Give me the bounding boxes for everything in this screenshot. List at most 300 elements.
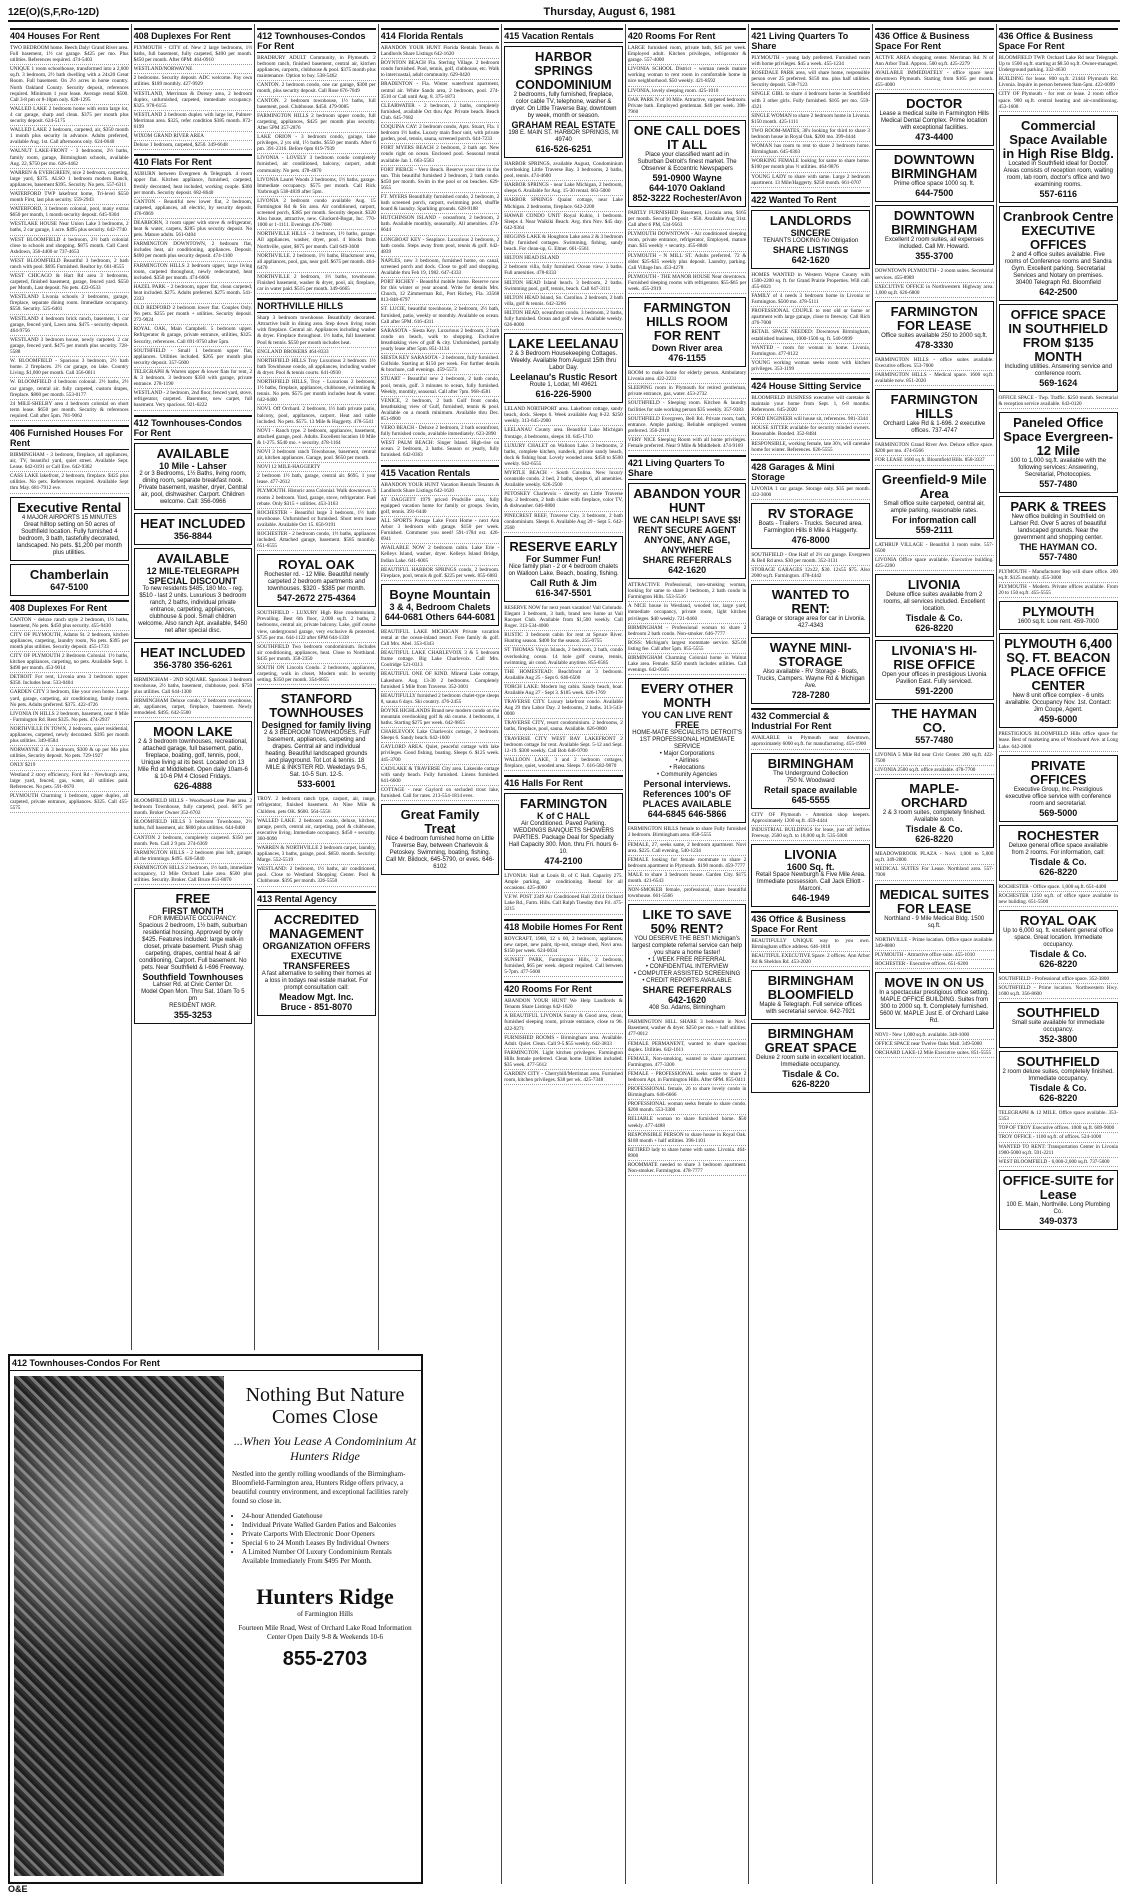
classified-ad: PLYMOUTH DOWNTOWN - Air conditioned sleeping room, private entrance, refrigerator, Employed, mature man. $35 weekly + security. 455-8846 — [628, 231, 747, 251]
category-header: 412 Townhouses-Condos For Rent — [257, 28, 376, 53]
classified-ad: CANTON. 2 bedroom condo, one car garage, $300 per month, plus security deposit. Call Rose 676-7049 — [257, 82, 376, 96]
category-header: 408 Duplexes For Rent — [134, 28, 253, 43]
classified-ad: ROCHESTER - 2 bedroom condo, 1½ baths, appliances included. Attached garage, basement. $585 monthly. 651-6555 — [257, 531, 376, 551]
box-list-item: • 1 WEEK FREE REFERRAL — [648, 957, 726, 964]
classified-ad: WEST PALM BEACH: Singer Island. High-rise on ocean. 2 bedroom, 2 baths. Season or yearly, fully furnished. 642-0363 — [381, 440, 500, 460]
classified-ad: NOVI 12 MILE-HAGGERTY — [257, 464, 376, 472]
box-title: ABANDON YOUR HUNT — [633, 486, 741, 516]
classified-ad: WESTLAND - 2 bedroom, 2nd floor, fenced yard, stove, refrigerator, carpeted. Basement, new carpet, full basement. Very spacious. 921-6222 — [134, 390, 253, 410]
box-title: FREE — [175, 891, 211, 907]
newspaper-page — [8, 4, 1120, 1894]
category-header: 420 Rooms For Rent — [504, 981, 623, 996]
classified-ad: EXECUTIVE OFFICE in Northwestern Highway area. 1,000 sq.ft. 626-6800 — [875, 284, 994, 298]
column-3 — [255, 24, 379, 1350]
classified-ad: FARMINGTON HILLS 2 bedroom upper, large living room, carpeted throughout, newly redecorated, heat included. $350 per month. 474-6606 — [134, 263, 253, 283]
classified-ad: FEMALE - PROFESSIONAL seeks same to share 2 bedroom Apt. in Farmington Hills. After 6PM. 855-0411 — [628, 1071, 747, 1085]
box-phone: 557-6116 — [1039, 188, 1077, 199]
classified-ad: VERY NICE Sleeping Room with all home privileges. Female preferred. Near 9 Mile & Middlebelt. 474-9169 — [628, 437, 747, 451]
display-ad-box — [257, 554, 376, 607]
box-sub: FIRST MONTH — [162, 906, 224, 917]
box-title: AVAILABLE — [156, 550, 230, 566]
classified-ad: LIVONIA 2 bedroom condo available Aug. 15 Farmington Rd & Six area. Air conditioned, carport, screened porch, $385 per month. Security deposit. $320 Also house, attractive, new. Gluckerd-Bogat, Inc. 770-1000 or 1-1111. Evenings 476-7080 — [257, 198, 376, 230]
display-ad-box — [875, 469, 994, 539]
box-title: ROYAL OAK — [278, 557, 355, 573]
display-ad-box — [628, 483, 747, 579]
classified-ad: NORTHVILLE HILLS - 2 bedroom, 1½ baths, garage. All appliances, washer, dryer, pool. 4 blocks from Northville, quiet, $675 per month. Call 649-3600 — [257, 231, 376, 251]
classified-ad: CITY OF Plymouth - Attention shop keepers. Approximately 1200 sq.ft. 459-4444 — [751, 812, 870, 826]
box-title: FARMINGTON HILLS — [890, 392, 978, 422]
classified-ad: WARREN & NORTHVILLE 2 bedroom carpet, laundry, appliances, 3 baths, garage, pool. $850. month. Security. Marge. 552-5519 — [257, 845, 376, 865]
classified-ad: RELIABLE woman to share furnished home. $50 weekly. 477-4488 — [628, 1116, 747, 1130]
box-body: Lease a medical suite in Farmington Hills Medical Dental Complex. Prime location with exceptional facilities. — [879, 111, 989, 132]
box-body: Garage or storage area for car in Livonia. 427-4343 — [755, 616, 866, 630]
classified-ad: BRADBURY ADULT Community, in Plymouth. 2 bedroom ranch, finished basement, central air, kitchen appliances, carports, clubhouse & pool. $375 month plus maintenance. Option to buy. 538-5462 — [257, 55, 376, 81]
box-title: FARMINGTON HILLS ROOM FOR RENT — [643, 300, 731, 344]
box-phone: 626-8220 — [1039, 866, 1078, 877]
ad-intro: Nestled into the gently rolling woodlands of the Birmingham-Bloomfield-Farmington area, Hunters Ridge offers privacy, a beautiful country environment, and exceptional facilities rarely found so close in. — [232, 1470, 409, 1505]
box-title: Boyne Mountain — [389, 586, 491, 602]
classified-ad: WESTLAND 3 bedroom house, newly carpeted. 2 car garage, fenced yard. $475 per month plus security. 728-5588 — [10, 337, 129, 357]
classified-ad: WALLOON LAKE, 3 and 2 bedroom cottages, fireplace, quiet, wooded area. Sleeps 7. 616-582-9870 — [504, 757, 623, 771]
box-phone: 352-3800 — [1039, 1034, 1078, 1045]
box-addr: Lahser Rd. at Civic Center Dr. — [152, 982, 233, 989]
classified-ad: NOVI 3 bedroom ranch Townhouse, basement, central air, kitchen appliances. Garage, pool. $650 per month. — [257, 449, 376, 463]
classified-ad: LELAND NORTHPORT area. Lakefront cottage, sandy beach, dock. Sleeps 6. Week available Aug 8-22. $250 weekly. 313-645-2900 — [504, 406, 623, 426]
category-header: 424 House Sitting Service — [751, 378, 870, 393]
category-header: 406 Furnished Houses For Rent — [10, 425, 129, 450]
box-name: SHARE REFERRALS — [642, 555, 732, 566]
display-ad-box — [751, 970, 870, 1020]
box-phone: 591-2200 — [915, 685, 954, 696]
box-sub: K of C HALL — [537, 811, 591, 821]
display-ad-box — [134, 548, 253, 639]
box-body: New office building in Southfield on Lahser Rd. Over 5 acres of beautiful landscaped grounds. Near the government and shopping center. — [1010, 513, 1107, 541]
box-phone: 642-1620 — [668, 565, 707, 576]
box-title: HARBOR SPRINGS CONDOMINIUM — [515, 49, 612, 92]
box-body: 2 & 3 room suites, completely finished. Available soon. — [882, 810, 986, 824]
ad-feature-item: • A Limited Number Of Luxury Condominium Rentals Available Immediately From $495 Per Month. — [242, 1548, 418, 1566]
box-title: WANTED TO RENT: — [771, 587, 850, 617]
classified-ad: VENICE, 2 bedroom, 2 bath Gulf front condo, breathtaking view of Gulf, furnished, tennis & pool. Available on a month minimum. Available thru Dec. 851-8900 — [381, 398, 500, 424]
classified-ad: BRADENTON - Fla. Winter waterfront apartment, central air. White Sands area, 2 bedroom, pool. 274-3510 or Call until Aug. 8. 375-1873 — [381, 81, 500, 101]
classified-ad: SARASOTA - Siesta Key. Luxurious 2 bedroom, 2 bath condo on beach, walk to shopping. Exclusive breathtaking view of gulf & city. Unfurnished, partially yearly lease after 5pm. 851-3134 — [381, 328, 500, 354]
classified-ad: BEAUTIFUL HARBOR SPRINGS condo, 2 bedroom. Fireplace, pool, tennis & golf. $225 per week. 855-6883 — [381, 567, 500, 581]
display-ad-box — [751, 1023, 870, 1093]
classified-ad: LIVONIA, lovely sleeping room. 425-1010 — [628, 88, 747, 96]
display-ad-box — [628, 120, 747, 207]
classified-ad: DOWNTOWN PLYMOUTH - 2 room suites. Secretarial services. 455-8989 — [875, 268, 994, 282]
box-title: PLYMOUTH — [1022, 604, 1095, 620]
box-title: DOWNTOWN BIRMINGHAM — [891, 152, 978, 182]
box-phone: 474-2100 — [544, 856, 583, 866]
classified-ad: COQUINA CAY: 2 bedroom condo, Apts. Stuart, Fla. 1 bedroom 1½ baths. Luxury main floor unit, with private garden, pool, tennis, sauna, screened porch. 644-7233 — [381, 124, 500, 144]
box-title: ONE CALL DOES IT ALL — [633, 122, 741, 152]
box-list-item: • Airlines — [675, 758, 699, 765]
classified-ad: FOR LEASE 1600 sq.ft. Bloomfield Hills. 858-3337 — [875, 457, 994, 465]
display-ad-box — [875, 640, 994, 700]
box-phone: 616-226-5900 — [535, 389, 592, 400]
classified-ad: BIRMINGHAM - Professional woman to share 2 bedroom 2 bath condo. Non-smoker. 646-7777 — [628, 625, 747, 639]
classified-ad: SOUTHFIELD Two bedroom condominium. Includes air conditioning, appliances, heat. Close to Northland. $435 per month. 358-2350 — [257, 644, 376, 664]
classified-ad: ROSEDALE PARK area, will share home, responsible person over 25 preferred. $150 mo. plus half utilities. Security deposit. 538-7123 — [751, 70, 870, 90]
display-ad-box — [751, 753, 870, 809]
box-body: Also available - RV Storage - Boats, Trucks, Campers. Wayne Rd & Michigan Ave. — [756, 669, 865, 690]
box-title: FARMINGTON — [519, 796, 608, 811]
box-body: Nice family plan - 2 or 4 bedroom chalets on Walloon Lake. Beach, boating, fishing. — [508, 563, 619, 577]
classified-ad: ABANDON YOUR HUNT Vacation Rentals Tenants & Landlords Share Listings 642-1620 — [381, 482, 500, 496]
classified-ad: LIVONIA IN HILLS 2 bedroom, basement, near 8 Mile - Farmington Rd. Rent $325. No pets. 474-2937 — [10, 711, 129, 725]
classified-ad: TWO BEDROOM home. Beech Daly/ Grand River area. Full basement, 1½ car garage. $425 per mo. Plus utilities. References required. 474-5403 — [10, 45, 129, 65]
box-phone: 476-1155 — [668, 353, 706, 364]
page-code: 12E(O)(S,F,Ro-12D) — [8, 7, 100, 18]
category-header: 415 Vacation Rentals — [381, 465, 500, 480]
classified-ad: FEMALE looking for female roommate to share 2 bedroom apartment in Plymouth. $190 month. 459-7777 — [628, 857, 747, 871]
classified-ad: SUNSET PARK, Farmington Hills, 2 bedroom, furnished, $65 per week. deposit required. Call between 5-7pm. 477-5600 — [504, 957, 623, 977]
box-addr: 30400 Telegraph Rd. Bloomfield — [1015, 279, 1101, 286]
classified-ad: FURNISHED ROOMS - Birmingham area. Available. Adult. Quiet. Clean. Call 9-5 $55 weekly. 642-3833 — [504, 1035, 623, 1049]
classified-ad: ROOMMATE needed to share 3 bedroom apartment. Non-smoker. Farmington. 478-7777 — [628, 1162, 747, 1176]
classified-ad: MYRTLE BEACH - South Carolina. New luxury oceanside condo. 2 bed, 2 baths, sleeps 6, all amenities. Available weekly. 626-2500 — [504, 470, 623, 490]
classified-ad: WESTLAND 2 bedroom duplex with large lot, Palmer-Merriman area. $325, refer condition $385 month. 872-6199 — [134, 112, 253, 132]
classified-ad: PARTLY FURNISHED Basement, Livonia area, $165 per month. Security Deposit - $50. Available Aug 31st. Call after 6 PM, 534-9563 — [628, 210, 747, 230]
box-phone: 459-6000 — [1039, 714, 1078, 725]
classified-ad: AVAILABLE in Plymouth near downtown, approximately 6000 sq.ft. for manufacturing. 455-1900 — [751, 735, 870, 749]
box-title: BIRMINGHAM — [767, 755, 854, 771]
box-body: Maple & Telegraph. Full service offices with secretarial service. 642-7921 — [759, 1002, 862, 1016]
classified-ad: FT. MYERS Beautifully furnished condo, 2 bedroom, 2 bath screened porch, carport, swimming pool, shuffle board & laundry. Sparkling grounds. 628-9108 — [381, 194, 500, 214]
box-title: PARK & TREES — [1010, 498, 1107, 514]
box-title: ACCREDITED MANAGEMENT — [269, 911, 364, 941]
display-ad-box — [10, 497, 129, 561]
classified-ad: TELEGRAPH & Warren upper & lower flats for rent, 2 & 3 bedroom. 3 bedroom $350 with garage, private entrance. 278-1190 — [134, 369, 253, 389]
box-title: LANDLORDS — [769, 212, 852, 228]
column-1 — [8, 24, 132, 1350]
classified-ad: PLYMOUTH - THE MANOR HOUSE Near downtown. Furnished sleeping rooms with refrigerator. $55-$65 per week. 455-2919 — [628, 274, 747, 294]
classified-ad: BEAUTIFUL ONE OF KIND. Mineral Lake cottage, Lakeshore. Aug. 13-30 2 bedrooms. Completely furnished 5 Mile from Traverse. 352-3001 — [381, 671, 500, 691]
display-ad-box — [134, 513, 253, 545]
box-phone: 644-6845 646-5866 — [647, 809, 727, 820]
classified-ad: FARMINGTON Grand River Ave. Deluxe office space. $200 per mo. 474-6566 — [875, 442, 994, 456]
box-body: 4 MAJOR AIRPORTS 15 MINUTES Great hilltop setting on 50 acres of Southfield location. Fully furnished 4 bedroom, 3 bath, tastefully decorated, landscaped. No pets. $1,200 per month plus utilities. — [16, 514, 122, 556]
classified-ad: WANTED TO RENT: Transportation Center in Livonia 1900-5000 sq.ft. 591-2211 — [999, 1144, 1118, 1158]
classified-ad: CANTON. 2 bedroom townhouse, 1½ baths, full basement, pool. Clubhouse. $450. 479-9085 — [257, 98, 376, 112]
classified-ad: SINGLE GIRL to share 4 bedroom home in Southfield with 3 other girls. Fully furnished. $165 per mo. 559-4321 — [751, 91, 870, 111]
classified-ad: AVAILABLE NOW 2 bedroom cabin. Lake Erie - Kelleys Island, washer, dryer. Kelleys Island Bridge, Indian Lake. 641-6005 — [381, 545, 500, 565]
classified-ad: WESTLAKE HOUSE Near Union Lake 3 bedrooms, 2 baths, 2 car garage, 1 acre. $495 plus security. 642-7740 — [10, 221, 129, 235]
classified-ad: V.F.W. POST 2349 Air Conditioned Hall 22414 Orchard Lake Rd., Farm. Hills. Call Ralph Tuesday thru Fri. 475-3215 — [504, 894, 623, 914]
classified-ad: TRAVERSE CITY, resort condominium. 2 bedrooms, 2 baths, fireplace, pool, sauna. Available. 626-0800 — [504, 720, 623, 734]
classified-ad: BEAUTIFUL LAKE CHARLEVOIX 3 & 5 bedroom frame cottage. Big Lake Charlevoix. Call Mrs. Coolridge 521-0313 — [381, 650, 500, 670]
classified-ad: YOUNG LADY to share with same. Large 2 bedroom apartment. 13 Mile/Haggerty. $250 month. 661-0707 — [751, 174, 870, 188]
box-body: 2 & 3 BEDROOM TOWNHOUSES. Full basement, appliances, carpeting and drapes. Central air and individual heating. Beautiful landscaped grounds and playground. Tot Lot & tennis. 18 MILE & INKSTER RD. Weekdays 9-5, Sat. 10-5 Sun. 12-5. — [264, 730, 369, 779]
page-footer: O&E — [8, 1884, 28, 1894]
box-title: PLYMOUTH 6,400 SQ. FT. BEACON PLACE OFFICE CENTER — [1004, 636, 1113, 694]
display-ad-box — [999, 115, 1118, 203]
classified-ad: TRAVERSE CITY WEST BAY LAKEFRONT 2 bedroom cottage for rent. Available Sept. 5-12 and Sept. 12-19. $300 weekly. Call Bob 646-9700 — [504, 736, 623, 756]
classified-ad: PINECREST REEF, Traverse City. 3 bedroom, 2 bath condominium. Sleeps 6. Available Aug 29 - Sept 5. 642-2560 — [504, 513, 623, 533]
classified-ad: LIVONIA - LOVELY 3 bedroom condo completely furnished, air conditioned, balcony, carport, adult community. No pets. 478-4870 — [257, 155, 376, 175]
box-name: GRAHAM REAL ESTATE — [511, 120, 616, 130]
category-header: 414 Florida Rentals — [381, 28, 500, 43]
classified-ad: HIGGINS LAKE & Houghton Lake area 2 & 3 bedroom fully furnished cottages. Swimming, fishing, sandy beach. For clean-up, G. Eltner. 661-5561 — [504, 234, 623, 254]
classified-ad: YOUNG working woman seeks room with kitchen privileges. 353-1199 — [751, 360, 870, 374]
display-ad-box — [751, 210, 870, 269]
box-list-item: • Relocations — [669, 765, 705, 772]
classified-ad: LAKE ORION - 3 bedroom condo, garage, lake privileges, 2 yrs old, 1½ baths. $550 per month. After 6 pm. 391-2316. Before 6pm 619-7939 — [257, 134, 376, 154]
box-title: RV STORAGE — [767, 505, 854, 521]
display-ad-box — [628, 297, 747, 367]
classified-ad: PLYMOUTH - Attractive office suite. 455-1010 — [875, 952, 994, 960]
classified-ad: HAWAII CONDO UNIT Royal Kuhio, 1 bedroom. Sleeps 4. Near Waikiki Beach. Avg. thru Nov. $45 day. 642-9364 — [504, 213, 623, 233]
box-body: Including utilities. Answering service and conference room. — [1004, 363, 1112, 377]
box-phone: 626-8220 — [1039, 1093, 1078, 1104]
box-phone: 569-5000 — [1039, 807, 1078, 818]
classified-ad: OAK PARK N of 10 Mile. Attractive, carpeted bedroom. Private bath. Employed gentleman. $40 per week. 398-7960 — [628, 97, 747, 117]
classified-ad: ROCHESTER - Office space. 1,000 sq.ft. 651-4400 — [999, 884, 1118, 892]
box-title: RESERVE EARLY — [509, 538, 618, 554]
classified-ad: WALNUT LAKE-FRONT - 3 bedrooms, 2½ baths, family room, garage, Birmingham schools, available Aug. 22, $750 per mo. 626-4462 — [10, 148, 129, 168]
classified-ad: FEMALE, 27, seeks same, 2 bedroom apartment. Novi area. $225. Call evening. 540-1234 — [628, 842, 747, 856]
ad-feature-item: • Special 6 to 24 Month Leases By Individual Owners — [242, 1539, 418, 1548]
classified-ad: BLOOMFIELD HILLS 3 bedroom Townhouse, 2½ baths, full basement, air. $800 plus utilities. 644-0400 — [134, 819, 253, 833]
classified-ad: THE HOMESTEAD: Beachfront at 3 bedroom. Available Aug 25 - Sept 6. 646-6500 — [504, 669, 623, 683]
box-body: 2 room deluxe suites, completely finished. Immediate occupancy. — [1002, 1069, 1114, 1083]
classified-ad: ENGLAND BROKERS 464-8333 — [257, 349, 376, 357]
box-phone: 642-2500 — [1039, 286, 1078, 297]
box-body: 2 and 4 office suites available. Five rooms of Conference rooms and Sandra Gym. Excellent parking. Secretarial Services and Notary on premises. — [1004, 251, 1112, 279]
box-phone: 355-3700 — [915, 251, 954, 262]
column-8 — [873, 24, 997, 1884]
classified-ad: BOYNE HIGHLANDS Brand new modern condo on the mountain overlooking golf & ski course. 4 bedrooms, 4 baths. Starting $275 per week. 642-9855 — [381, 708, 500, 728]
classified-ad: WESTLAND/NORWAYNE — [134, 66, 253, 74]
display-ad-box — [257, 909, 376, 1016]
box-name: Call Ruth & Jim — [530, 577, 597, 588]
box-sub: For Summer Fun! — [526, 553, 602, 564]
box-body: Small office suite carpeted, central air, ample parking, reasonable rates. — [883, 500, 985, 514]
classified-ad: BEAUTIFULLY furnished 2 bedroom chalet-type sleeps 8, sauna 6 days. Ski country. 476-2455 — [381, 693, 500, 707]
classified-ad: WESTLAND, Merriman & Dorsey area, 2 bedroom duplex, unfurnished, carpeted, immediate occupancy. $325. 978-6155 — [134, 91, 253, 111]
classified-ad: WANTED - room for woman in home. Livonia, Farmington. 477-0122 — [751, 345, 870, 359]
classified-ad: PROFESSIONAL female, 26 to share lovely condo in Birmingham. 646-6666 — [628, 1086, 747, 1100]
box-phone: 476-8000 — [791, 534, 830, 545]
classified-ad: FARMINGTON. Light kitchen privileges. Farmington Hills female preferred. Clean home. Utilities included. $35 week. 477-5612 — [504, 1050, 623, 1070]
category-header: 408 Duplexes For Rent — [10, 600, 129, 615]
box-title: Chamberlain — [29, 566, 109, 582]
box-phone: 644-0681 Others 644-6081 — [384, 611, 496, 622]
ad-subhead: ...When You Lease A Condominium At Hunters Ridge — [233, 1434, 417, 1463]
box-body: Prime office space 1000 sq. ft. — [893, 181, 975, 188]
category-header: NORTHVILLE HILLS — [257, 298, 376, 313]
display-ad-box — [504, 536, 623, 602]
box-body: To new residents $485, 180 Mo. - reg. $510 - last 2 units. Luxurious 3 bedroom ranch, 2 baths, individual private entrance, carpeting, appliances, clubhouse & pool. Small children welcome. Also ranch Apt. available, $450 net after special disc. — [138, 585, 248, 634]
classified-ad: COTTAGE - near Gaylord on secluded trout lake, furnished. Call for rates. 213-554-1814 eves. — [381, 787, 500, 801]
box-phone: 557-7480 — [1039, 551, 1078, 562]
box-body: 2 & 3 bedroom townhouses, recreational, attached garage, full basement, patio, fireplace, boating, golf, tennis, pool, Unique living at its best. Located on 13 Mile Rd at Middlebelt. Open daily 10am-6 & 10-6 PM 4 Closed Fridays. — [137, 739, 248, 781]
classified-ad: LIVONIA SCHOOL District - woman needs mature working woman to rent room in comfortable home in nice neighborhood. $50 weekly. 421-8592 — [628, 66, 747, 86]
classified-ad: CITY OF PLYMOUTH, Adams St. 2 bedroom, kitchen appliances, carpeting, laundry room, No pets. $395 per month plus utilities. Security deposit. 455-1733 — [10, 632, 129, 652]
classified-ad: TELEGRAPH & 12 MILE. Office space available. 353-5353 — [999, 1110, 1118, 1124]
box-sub: 10 Mile - Lahser — [159, 460, 227, 471]
display-ad-box — [999, 496, 1118, 566]
classified-ad: SOUTHFIELD - Sleeping room. Kitchen & laundry facilities for sale working person $35 weekly. 357-9383 — [628, 400, 747, 414]
classified-ad: UNIQUE 1 room schoolhouse, transformed into a 2,000 sq.ft. 3 bedroom, 2½ bath dwelling with a 24x20 Great Room. Full basement. On 2½ acres in horse country. North Oakland County. Security deposit, references required. Minimum 1 year lease. Average rental $500. Call 3-8 pm or 8-10pm only. 628-1295 — [10, 66, 129, 105]
box-phone: 356-3780 356-6261 — [153, 659, 233, 670]
classified-ad: RETAIL SPACE NEEDED: Downtown Birmingham, established business, 1000-1500 sq. ft. 540-9999 — [751, 329, 870, 343]
classified-ad: CANTON - Beautiful new lower flat, 2 bedroom, carpeted, appliances, all electric, by security deposit. 476-6969 — [134, 199, 253, 219]
box-phone: 626-8220 — [1039, 958, 1078, 969]
classified-ad: GAYLORD AREA. Quiet, peaceful cottage with lake privileges. Good fishing, boating. Sleeps 6. $125 week. 445-3700 — [381, 744, 500, 764]
classified-ad: GARDEN CITY 3 bedroom, like your own home. Large yard, garage, carpeting, air conditioning, family room. No pets. Adults preferred. $375. 422-4726 — [10, 689, 129, 709]
classified-ad: ROYAL OAK, Main Campbell. 5 bedroom upper. Refrigerator & garage, private entrance, utilities, $325. Security, references. Call 691-9750 after 5pm. — [134, 326, 253, 346]
box-body: 100 E. Main, Northville. Long Plumbing Co. — [1006, 1201, 1111, 1215]
classified-ad: STUART - Beautiful new 2 bedroom, 2 bath condo, pool, tennis, golf. 3 minutes to ocean, fully furnished. Weekly, monthly, seasonal. Call after 7pm. 968-4581 — [381, 376, 500, 396]
box-body: Located in Southfield ideal for Doctor. Areas consists of reception room, waiting room, lab room, doctor's office and two examining rooms. — [1003, 160, 1113, 188]
box-body: 100 to 1,000 sq.ft. available with the following services: Answering, Secretarial, Photocopies. — [1010, 457, 1107, 478]
classified-ad: FARMINGTON HILLS - 2 bedroom plus loft, garage, all the trimmings. $495. 626-5840 — [134, 850, 253, 864]
page-header — [8, 4, 1120, 22]
box-body: Deluxe general office space available from 2 rooms. For information, call: — [1008, 842, 1108, 856]
classified-ad: HILTON HEAD Island, So. Carolina. 2 bedroom, 2 bath villa, golf & tennis. 642-3266 — [504, 295, 623, 309]
box-phone: 616-347-5501 — [535, 587, 592, 598]
classified-ad: W. BLOOMFIELD 4 bedroom colonial. 2½ baths, 2½ car garage, central air. fully carpeted, custom drapes, fireplace. $800 per month. 553-0177 — [10, 379, 129, 399]
display-ad-box — [875, 205, 994, 265]
box-name: SHARE LISTINGS — [772, 244, 849, 255]
box-sub: 1600 Sq. ft. — [786, 861, 835, 872]
box-title: MOON LAKE — [153, 724, 233, 740]
box-phone: 569-1624 — [1039, 377, 1078, 388]
classified-ad: FAMILY of 4 needs 3 bedroom home in Livonia or Farmington. $500 mo. 478-5111 — [751, 293, 870, 307]
box-body: The Underground Collection — [773, 770, 849, 777]
classified-ad: NORTHVILLE 2 bedroom, 1½ baths, townhouse. Finished basement, washer & dryer, pool, air, fireplace, car in water paid. $515 per month. 349-6665 — [257, 274, 376, 294]
box-name: SHARE REFERRALS — [642, 985, 732, 996]
classified-ad: BIRMINGHAM Charming Colonial home in Walnut Lake area. Female. $250 month includes utilities. Call evenings. 642-0505 — [628, 655, 747, 675]
box-phone: 626-8220 — [915, 622, 954, 633]
box-sub: SINCERE — [790, 227, 831, 238]
box-name: Tisdale & Co. — [782, 1069, 840, 1080]
classified-ad: PLYMOUTH - Manufacturer Rep will share office. 200 sq.ft. $125 monthly. 455-3000 — [999, 569, 1118, 583]
box-body: Nice 4 bedroom furnished home on Little Traverse Bay, between Charlevoix & Petoskey. Swimming, boating, fishing. Call Mr. Bildock, 645-5790, or eves. 646-6102 — [385, 836, 495, 871]
classified-ad: SOUTHFIELD - One Half of 2½ car garage. Evergreen & Bell Rd area. $30 per month. 352-3131 — [751, 552, 870, 566]
classified-ad: FORD ENGINEER will house sit, references. 981-3344 — [751, 416, 870, 424]
box-title: MEDICAL SUITES FOR LEASE — [879, 886, 989, 916]
box-name: Leelanau's Rustic Resort — [509, 372, 618, 383]
category-header: 436 Office & Business Space For Rent — [875, 28, 994, 53]
box-title: Cranbrook Centre EXECUTIVE OFFICES — [1002, 208, 1114, 252]
box-body: Rochester rd. - 12 Mile. Beautiful newly carpeted 2 bedroom apartments and townhouses. $320 - $385 per month. — [264, 572, 369, 593]
box-list-item: • COMPUTER ASSISTED SCREENING — [633, 971, 741, 978]
box-phone: 728-7280 — [791, 690, 830, 701]
classified-ad: PROFESSIONAL woman seeks female to share condo. $200 month. 553-3300 — [628, 1101, 747, 1115]
box-title: BIRMINGHAM BLOOMFIELD — [767, 973, 854, 1003]
classified-ad: LEELANAU County area. Beautiful Lake Michigan frontage, 4 bedrooms, sleeps 10. 645-1710 — [504, 427, 623, 441]
ad-section-header: 412 Townhouses-Condos For Rent — [10, 1356, 421, 1371]
box-title: FARMINGTON FOR LEASE — [890, 303, 978, 333]
display-ad-box — [875, 884, 994, 934]
box-phone3: 852-3222 Rochester/Avon — [632, 192, 742, 203]
classified-ad: TWO ROOM-MATES, 30's looking for third to share 3 bedroom house in Royal Oak. $200 mo. 399-4444 — [751, 128, 870, 142]
box-phone: 557-7480 — [915, 734, 954, 745]
box-title: Executive Rental — [17, 499, 122, 515]
box-body: 2 bedrooms, fully furnished, fireplace, color cable TV, telephone, washer & dryer. On Little Traverse Bay, downtown by week, month or season. — [510, 92, 617, 119]
classified-ad: ABANDON YOUR HUNT Florida Rentals Tennis & Landlords Share Listings 642-1620 — [381, 45, 500, 59]
box-title: ROYAL OAK — [1019, 912, 1097, 928]
box-name: Tisdale & Co. — [1029, 856, 1087, 867]
classified-ad: PLYMOUTH. Historic area Colonial. Walk downtown. 3 rooms 2 bedroom. Yard, garage, stove, refrigerator. Fuel rebate. Only $315 + utilities. 453-3163 — [257, 488, 376, 508]
box-body: Air Conditioned. Paved Parking. WEDDINGS BANQUETS SHOWERS PARTIES. Package Deal for Specialty Hall Capacity 300. Mon. thru Fri. hours 6-10. — [508, 821, 619, 855]
display-ad-box — [999, 206, 1118, 301]
category-header: 436 Office & Business Space For Rent — [999, 28, 1118, 53]
box-body: Executive Group, Inc. Prestigious executive office service with conference room and secretarial. — [1005, 786, 1112, 807]
box-title: LIVONIA — [784, 846, 838, 862]
box-list-item: • Major Corporations — [659, 751, 715, 758]
classified-ad: HOUSE SITTER available for security minded owners. Reasonable. Bonded. 352-8484 — [751, 425, 870, 439]
category-header: 422 Wanted To Rent — [751, 192, 870, 207]
display-ad-box — [875, 972, 994, 1029]
display-ad-box — [875, 778, 994, 848]
classified-ad: A BEAUTIFUL LIVONIA Sunny & Good area, clean, furnished sleeping room, private entrance, close to 96. 422-9271 — [504, 1013, 623, 1033]
box-title: Paneled Office Space Evergreen-12 Mile — [1003, 414, 1114, 458]
box-body: 2 or 3 Bedrooms, 1½ Baths, living room, dining room, separate breakfast nook. Private basement, washer, dryer, Central air, pool, dishwasher. Carport. Children welcome. Call: 356-0966 — [138, 470, 248, 505]
classified-ad: FARMINGTON HILLS female to share Fully furnished 2 bedroom. Birmingham area. 858-5555 — [628, 826, 747, 840]
classified-ad: FARMINGTON DOWNTOWN, 2 bedroom flat, includes heat, air conditioning, appliances. Deposit. $400 per month plus security deposit. 474-1100 — [134, 241, 253, 261]
classified-ad: VERO BEACH - Deluxe 2 bedroom, 2 bath oceanfront, fully furnished condo, available immediately. 623-2890 — [381, 425, 500, 439]
box-body: FOR IMMEDIATE OCCUPANCY. Spacious 2 bedroom, 1½ bath, suburban residential housing. Approved by only $425. Features included: large walk-in closet, private basement. Plush shag carpeting, drapes, central heat & air conditioning, Carport. Full basement. No pets. Near Southfield & I-696 Freeway. — [138, 916, 248, 972]
box-phone1: 591-0900 Wayne — [652, 172, 722, 183]
display-ad-box — [381, 804, 500, 875]
category-header: 418 Mobile Homes For Rent — [504, 919, 623, 934]
display-ad-box — [504, 46, 623, 158]
box-body: Retail Space Newburgh & Five Mile Area. Immediate possession. Call Jack Elliott - Marconi. — [755, 871, 866, 892]
box-title: HEAT INCLUDED — [140, 515, 246, 531]
classified-ad: TOP OF TROY Executive offices. 1000 sq.ft. 689-9000 — [999, 1125, 1118, 1133]
box-body: 2 & 3 Bedroom Housekeeping Cottages. Weekly. Available from August 15th thru Labor Day. — [509, 351, 618, 372]
box-title: MOVE IN ON US — [884, 974, 985, 990]
display-ad-box — [875, 301, 994, 354]
display-ad-box — [628, 904, 747, 1016]
box-phone: 349-0373 — [1039, 1215, 1078, 1226]
classified-ad: ABANDON YOUR HUNT We Help Landlords & Tenants Share Listings 642-1620 — [504, 998, 623, 1012]
classified-ad: NORWAYNE 2 & 3 bedroom, $300 & up per Mo plus utilities, Security deposit. No pets. 729-1927 — [10, 747, 129, 761]
classified-ad: FARMINGTON HILL SHARE 3 bedroom in Novi. Basement, washer & dryer. $250 per mo. + half utilities. 477-0012 — [628, 1019, 747, 1039]
classified-ad: RESPONSIBLE, working female, late 30's, will caretake home for winter. References. 626-5555 — [751, 441, 870, 455]
box-title: EVERY OTHER MONTH — [640, 681, 734, 711]
display-ad-box — [628, 678, 747, 823]
classified-ad: STORAGE GARAGES 12x22, $30. 12x55 $75. Also 2000 sq.ft. Farmington. 478-4442 — [751, 567, 870, 581]
classified-ad: WATERFORD TWP lakefront home, Tri-level $550 month First, last plus security. 559-2943 — [10, 191, 129, 205]
box-name: THE HAYMAN CO. — [1019, 541, 1098, 552]
classified-ad: ROCHESTER - Beautiful large 3 bedroom, 1½ bath townhouse. Unfurnished or furnished. Short term lease available. Available Oct 15. 656-9191 — [257, 510, 376, 530]
classified-ad: ST THOMAS Virgin Islands, 2 bedroom, 2 bath, condo overlooking ocean. 14 hole golf course, tennis, swimming, air cond. Available anytime. 855-6585 — [504, 647, 623, 667]
box-title: AVAILABLE — [156, 445, 230, 461]
classified-ad: 2 bedrooms. Security deposit. ADC welcome. Pay own utilities. $189 monthly. 427-9929 — [134, 75, 253, 89]
box-title: Commercial Space Available in High Rise Bldg. — [1002, 117, 1114, 161]
display-ad-box — [875, 574, 994, 637]
box-addr: 408 So. Adams, Birmingham — [649, 1005, 726, 1012]
classified-ad: Sharp 3 bedroom townhouse. Beautifully decorated. Attractive built in dining area. Step down living room with fireplace. Central air. Appliances including washer & dryer. Fireplace throughout. 1½ baths, full basement. Pool & tennis. $550 per month includes heat. — [257, 315, 376, 347]
classified-ad: BEAUTIFUL EXECUTIVE Space. 2 offices. Ann Arbor Rd & Sheldon Rd. 453-2020 — [751, 953, 870, 967]
ad-feature-item: • Individual Private Walled Garden Patios and Balconies — [242, 1521, 418, 1530]
ad-feature-item: • Private Carports With Electronic Door Openers — [242, 1530, 418, 1539]
box-phone: 356-8844 — [173, 530, 212, 541]
classified-ad: 2 bedroom villa, fully furnished. Ocean view. 3 baths. Full amenities. 478-8333 — [504, 264, 623, 278]
classified-ad: 24 MILE-SHELBY area 4 bedroom colonial on short term lease. $650 per month. Security & references required. Call after 5pm. 781-9062 — [10, 401, 129, 421]
box-body: In a spectacular prestigious office setting. MAPLE OFFICE BUILDING. Suites from 300 to 2000 sq. ft. Completely furnished. — [879, 989, 990, 1010]
display-ad-box — [134, 443, 253, 510]
classified-ad: HARBOR SPRINGS, available August, Condominium overlooking Little Traverse Bay. 3 bedrooms, 2 baths, pool, tennis. 474-4600 — [504, 161, 623, 181]
classified-ad: PLYMOUTH - N MILL ST. Adults preferred. 72 & older. $25-$35 weekly plus deposit. Laundry, parking. Call Village Inn. 453-4278 — [628, 253, 747, 273]
classified-ad: FARMINGTON HILLS - Medical space. 1600 sq.ft. available now. 851-2020 — [875, 372, 994, 386]
classified-ad: WEST BLOOMFIELD Beautiful 3 bedroom, 2 bath ranch with pool. $695 Furnished. Realtor by. 661-8555 — [10, 258, 129, 272]
